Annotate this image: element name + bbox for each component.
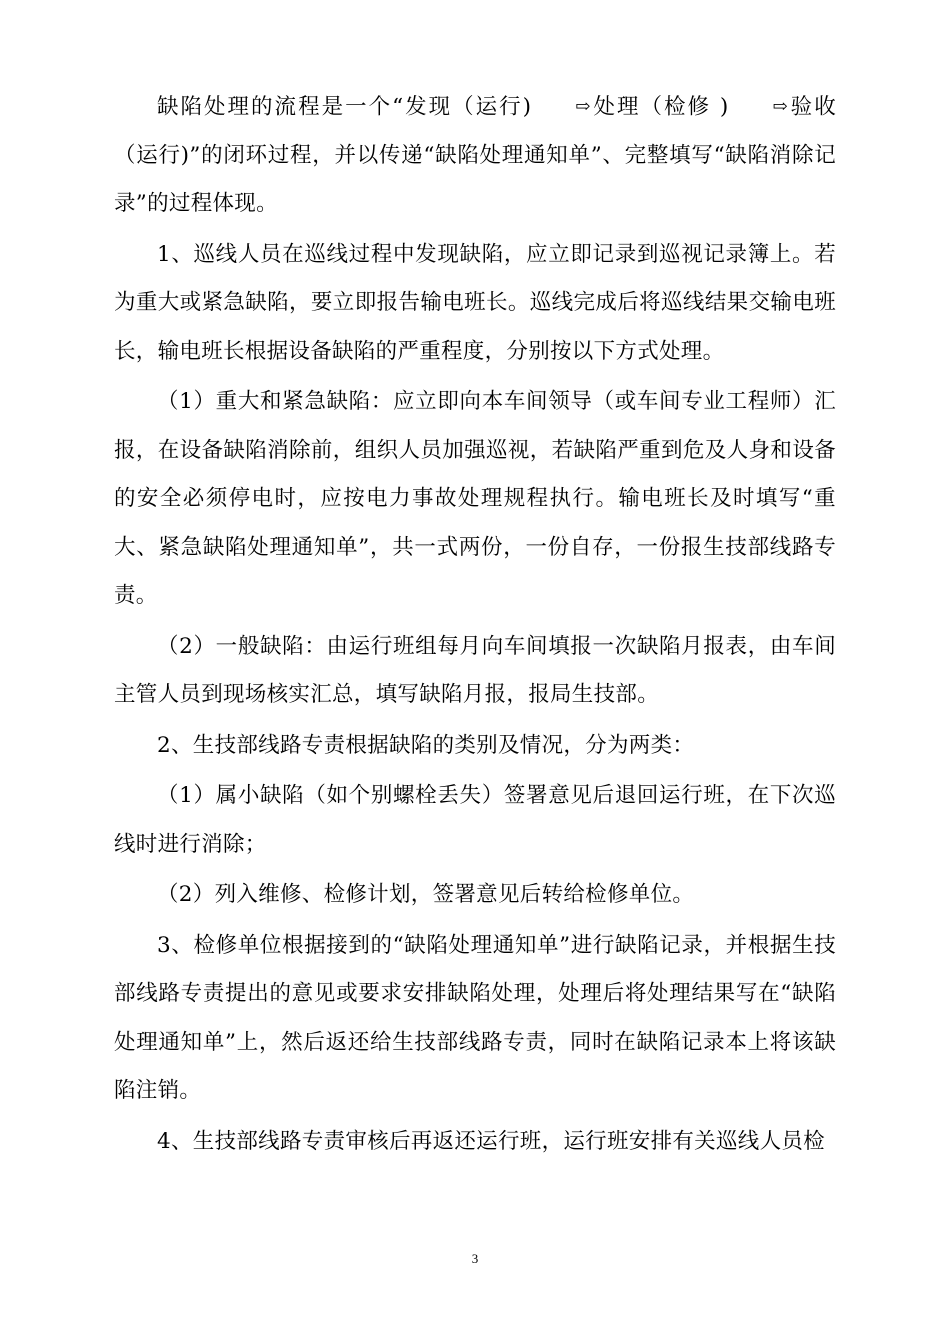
paragraph-1-2: （2）一般缺陷：由运行班组每月向车间填报一次缺陷月报表，由车间主管人员到现场核实汇总，填写缺陷月报，报局生技部。: [114, 633, 836, 708]
intro-paragraph: [114, 83, 836, 229]
intro-text-part-2: 处理（检修 ): [591, 94, 729, 120]
right-arrow-icon: ⇨: [575, 96, 591, 117]
paragraph-1-1: （1）重大和紧急缺陷：应立即向本车间领导（或车间专业工程师）汇报，在设备缺陷消除前，组织人员加强巡视，若缺陷严重到危及人身和设备的安全必须停电时，应按电力事故处理规程执行。输电班长及时填写“重大、紧急缺陷处理通知单”，共一式两份，一份自存，一份报生技部线路专责。: [114, 389, 836, 609]
document-body: [114, 83, 836, 1168]
intro-text-part-1: 缺陷处理的流程是一个“发现（运行): [157, 94, 532, 120]
paragraph-2-1: （1）属小缺陷（如个别螺栓丢失）签署意见后退回运行班，在下次巡线时进行消除；: [114, 783, 836, 857]
paragraph-1: 1、巡线人员在巡线过程中发现缺陷，应立即记录到巡视记录簿上。若为重大或紧急缺陷，要立即报告输电班长。巡线完成后将巡线结果交输电班长，输电班长根据设备缺陷的严重程度，分别按以下方式处理。: [114, 241, 836, 364]
paragraph-4: 4、生技部线路专责审核后再返还运行班，运行班安排有关巡线人员检: [157, 1128, 825, 1154]
intro-text-part-3: 验收（运行)”的闭环过程，并以传递“缺陷处理通知单”、完整填写“缺陷消除记录”的过程体现。: [114, 94, 836, 217]
paragraph-2-2: （2）列入维修、检修计划，签署意见后转给检修单位。: [157, 882, 695, 908]
paragraph-2: 2、生技部线路专责根据缺陷的类别及情况，分为两类：: [157, 732, 695, 758]
paragraph-3: 3、检修单位根据接到的“缺陷处理通知单”进行缺陷记录，并根据生技部线路专责提出的意见或要求安排缺陷处理，处理后将处理结果写在“缺陷处理通知单”上，然后返还给生技部线路专责，同时在缺陷记录本上将该缺陷注销。: [114, 932, 836, 1104]
page-number: 3: [471, 1251, 479, 1266]
right-arrow-icon: ⇨: [772, 96, 788, 117]
